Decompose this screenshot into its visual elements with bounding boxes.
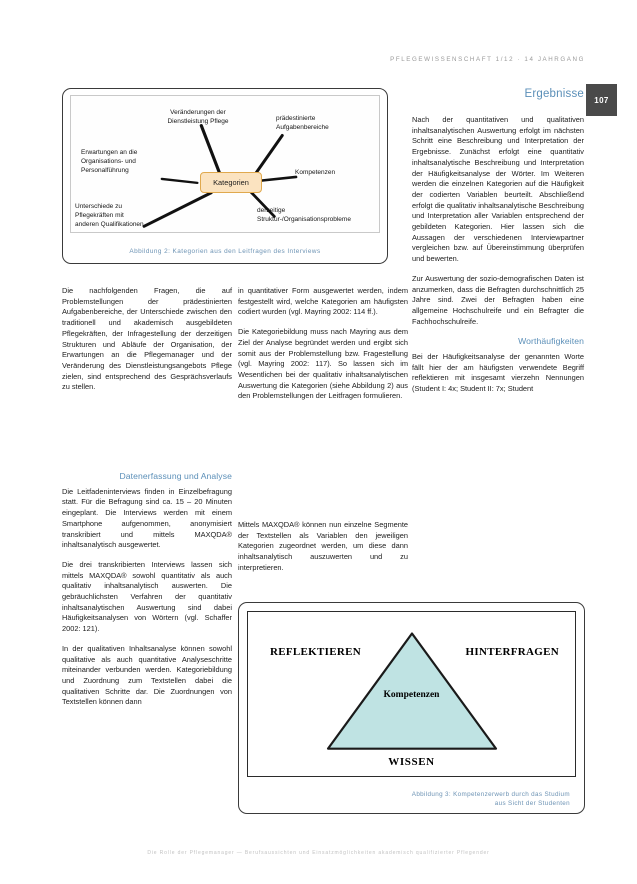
running-header: PFLEGEWISSENSCHAFT 1/12 · 14 JAHRGANG: [390, 56, 585, 63]
figure-3-triangle: [238, 602, 585, 814]
right-paragraph-2: Zur Auswertung der sozio-demografischen Daten ist anzumerken, dass die Befragten durchschnittlich 25 Jahre sind. Zwei der Befragten haben eine allgemeine Hochschulreife und ein Befragter die Fachhochschulreife.: [412, 273, 584, 326]
left-paragraph-4: In der qualitativen Inhaltsanalyse können sowohl qualitative als auch quantitative Analyseschritte miteinander verbunden werden. Kategoriebildung und Zuordnung zum Textstellen dabei die qualitativen Schritte dar. Die Zuordnungen von Textstellen können dann: [62, 643, 232, 707]
triangle-label-center: Kompetenzen: [383, 690, 440, 700]
mindmap-node-top: Veränderungen der Dienstleistung Pflege: [167, 109, 229, 125]
column-left-top: [62, 286, 232, 402]
triangle-label-left: REFLEKTIEREN: [270, 646, 362, 658]
left-paragraph-3: Die drei transkribierten Interviews lassen sich mittels MAXQDA® sowohl quantitativ als auch qualitativ inhaltsanalytisch auswerten. Die gebräuchlichsten Verfahren der quantitativ inhaltsanalytischen Auswertung sind dabei Häufigkeitsanalysen von Wörtern (vgl. Schaffer 2002: 121).: [62, 559, 232, 634]
right-paragraph-1: Nach der quantitativen und qualitativen inhaltsanalytischen Auswertung erfolgt im nächsten Schritt eine Beschreibung und Interpretation der Ergebnisse. Zunächst erfolgt eine quantitativ inhaltsanalytische Beschreibung und Interpretation der Häufigkeitsanalyse der Wörter. Im Weiteren werden die einzelnen Kategorien auf die Häufigkeit der codierten Variablen beurteilt. Abschließend erfolgt die qualitativ inhaltsanalytische Beschreibung und Interpretation aller Variablen entsprechend der gebildeten Kategorien. Hier lassen sich die Aussagen der verschiedenen Interviewpartner vergleichen bzw. auf Übereinstimmung überprüfen und bewerten.: [412, 115, 584, 264]
figure-2-frame: [70, 95, 380, 233]
figure-2-mindmap: [62, 88, 388, 264]
column-middle-bottom: [238, 520, 408, 583]
middle-paragraph-1: in quantitativer Form ausgewertet werden, indem festgestellt wird, welche Kategorien am häufigsten codiert wurden (vgl. Mayring 2002: 114 ff.).: [238, 286, 408, 317]
mindmap-branch-lines: [71, 96, 379, 234]
page-number-badge: 107: [586, 84, 617, 116]
heading-worthaeufigkeiten: Worthäufigkeiten: [518, 336, 584, 347]
column-left-bottom: [62, 471, 232, 717]
mindmap-node-right: Kompetenzen: [295, 169, 336, 176]
column-middle-top: [238, 286, 408, 411]
triangle-label-right: HINTERFRAGEN: [465, 646, 559, 658]
mindmap-node-top-right: prädestinierte Aufgabenbereiche: [276, 115, 329, 131]
figure-3-caption-line-1: Abbildung 3: Kompetenzerwerb durch das Studium: [411, 791, 570, 798]
mindmap-node-left: Erwartungen an die Organisations- und Personalführung: [81, 149, 138, 174]
heading-datenerfassung: Datenerfassung und Analyse: [119, 471, 232, 481]
triangle-label-bottom: WISSEN: [388, 756, 435, 768]
right-paragraph-3: Bei der Häufigkeitsanalyse der genannten Worte fällt hier der am häufigsten verwendete Begriff reflektieren mit insgesamt vierzehn Nennungen (Student I: 4x; Student II: 7x; Student: [412, 352, 584, 394]
page-footer: Die Rolle der Pflegemanager — Berufsaussichten und Einsatzmöglichkeiten akademisch qualifizierter Pflegender: [147, 850, 490, 856]
heading-ergebnisse: Ergebnisse: [524, 88, 584, 100]
figure-2-caption: Abbildung 2: Kategorien aus den Leitfragen des Interviews: [129, 248, 321, 255]
left-paragraph-2: Die Leitfadeninterviews finden in Einzelbefragung statt. Für die Befragung sind ca. 15 – 20 Minuten eingeplant. Die Interviews werden mit einem Smartphone aufgenommen, anonymisiert transkribiert und mittels MAXQDA® inhaltsanalytisch ausgewertet.: [62, 486, 232, 550]
mindmap-node-bottom-left: Unterschiede zu Pflegekräften mit anderen Qualifikationen: [75, 203, 144, 228]
figure-3-caption: [253, 791, 570, 808]
middle-paragraph-3: Mittels MAXQDA® können nun einzelne Segmente der Textstellen als Variablen den jeweiligen Kategorien zugeordnet werden, um diese dann inhaltsanalytisch auszuwerten und zu interpretieren.: [238, 520, 408, 572]
mindmap-node-bottom-right: derzeitige Struktur-/Organisationsprobleme: [257, 207, 351, 223]
left-paragraph-1: Die nachfolgenden Fragen, die auf Problemstellungen der prädestinierten Aufgabenbereiche, der Unterschiede zwischen den traditionell und akademisch ausgebildeten Pflegekräften, der Infragestellung der derzeitigen Strukturen und Abläufe der Organisation, der Erwartungen an die Pflegemanager und der Veränderung des Dienstleistungsangebots Pflege zielen, sind entsprechend des Gesprächsverlaufs zu stellen.: [62, 286, 232, 392]
middle-paragraph-2: Die Kategoriebildung muss nach Mayring aus dem Ziel der Analyse begründet werden und ergibt sich somit aus der Problemstellung bzw. Fragestellung (vgl. Mayring 2002: 117). So lassen sich im Wesentlichen bei der qualitativ inhaltsanalytischen Auswertung die Kategorien (siehe Abbildung 2) aus den Problemstellungen der Leitfragen formulieren.: [238, 327, 408, 401]
column-right: [412, 115, 584, 404]
mindmap-center-node: Kategorien: [200, 172, 262, 193]
figure-3-caption-line-2: aus Sicht der Studenten: [494, 799, 570, 807]
figure-3-frame: [247, 611, 576, 777]
